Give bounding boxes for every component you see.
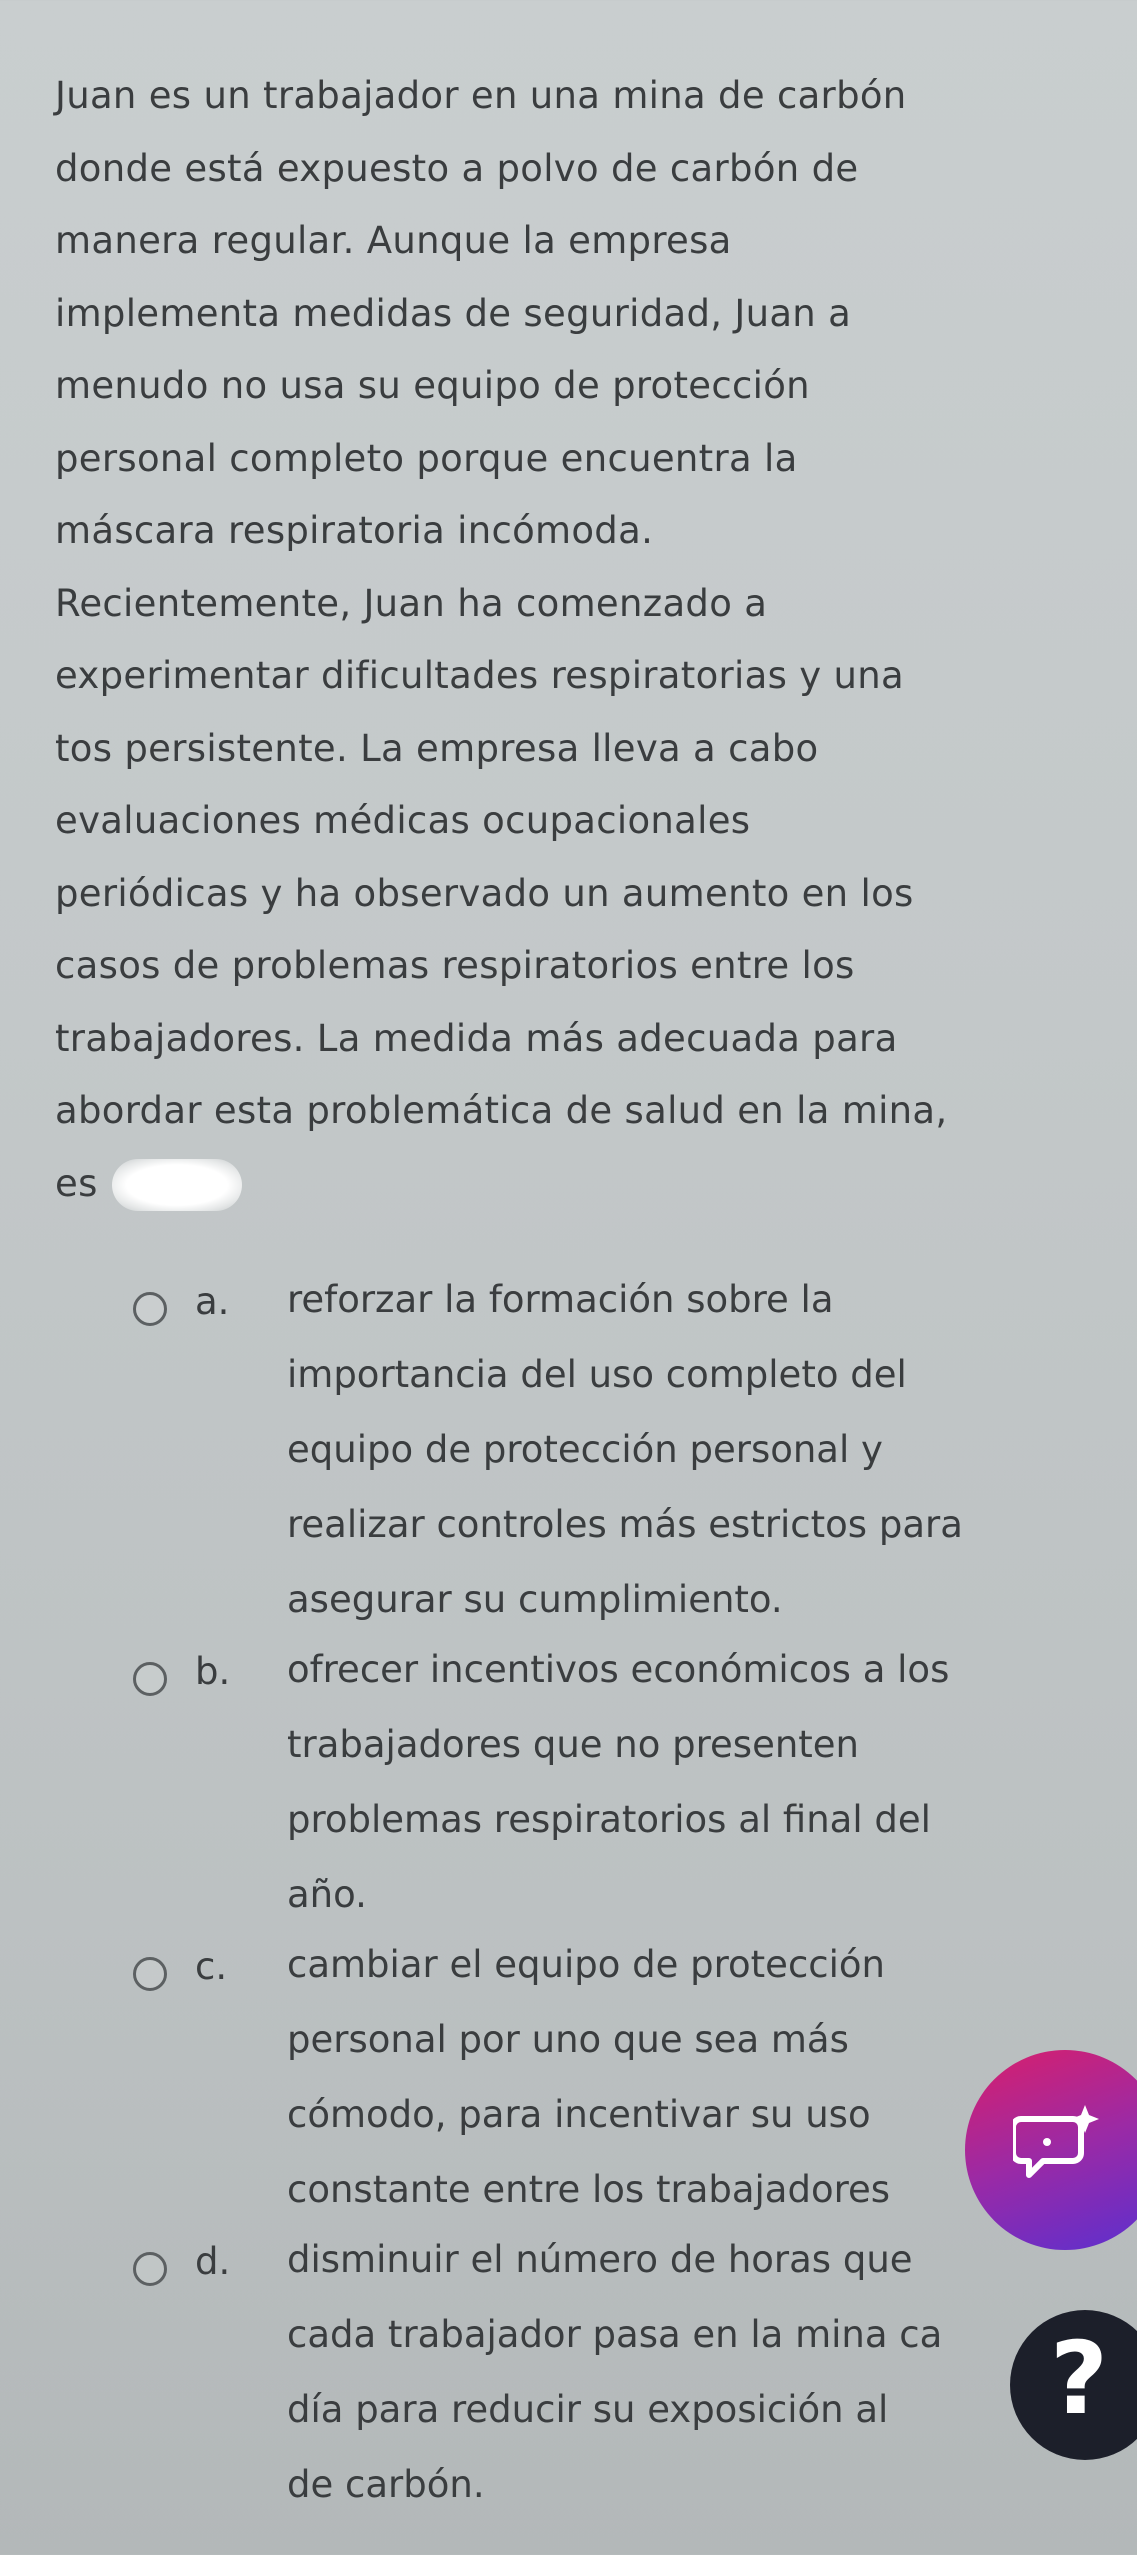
option-c-radio[interactable] [133,1957,167,1991]
stem-line: menudo no usa su equipo de protección [55,364,810,407]
stem-line: trabajadores. La medida más adecuada para [55,1016,898,1060]
question-mark-icon: ? [1050,2320,1109,2437]
stem-line: experimentar dificultades respiratorias y una [55,654,904,697]
question-stem [55,60,1035,1220]
stem-line: donde está expuesto a polvo de carbón de [55,146,859,190]
stem-line: periódicas y ha observado un aumento en los [55,871,914,915]
option-a-letter: a. [195,1280,230,1323]
option-b-text[interactable] [287,1632,949,1932]
stem-line: abordar esta problemática de salud en la mina, [55,1089,948,1132]
chat-sparkle-icon [1013,2105,1103,2190]
stem-line: Juan es un trabajador en una mina de carbón [55,74,907,117]
option-line: asegurar su cumplimiento. [287,1578,783,1621]
option-line: importancia del uso completo del [287,1353,907,1396]
option-line: realizar controles más estrictos para [287,1503,963,1546]
option-line: cambiar el equipo de protección [287,1943,885,1986]
option-line: día para reducir su exposición al [287,2388,889,2431]
stem-line: manera regular. Aunque la empresa [55,219,732,262]
option-line: año. [287,1873,367,1916]
option-line: personal por uno que sea más [287,2018,849,2061]
option-d-text[interactable] [287,2222,942,2522]
stem-line-last [55,1148,1035,1221]
option-line: trabajadores que no presenten [287,1723,860,1766]
option-b-radio[interactable] [133,1662,167,1696]
option-c-text[interactable] [287,1927,890,2227]
option-line: de carbón. [287,2463,485,2506]
hint-button[interactable] [965,2050,1137,2250]
option-b-letter: b. [195,1650,231,1693]
stem-line: tos persistente. La empresa lleva a cabo [55,726,819,770]
stem-last-word: es [55,1161,98,1205]
answer-blank [112,1159,242,1211]
stem-line: casos de problemas respiratorios entre los [55,944,855,987]
option-d-radio[interactable] [133,2252,167,2286]
option-line: constante entre los trabajadores [287,2168,891,2211]
stem-line: evaluaciones médicas ocupacionales [55,799,751,842]
stem-line: personal completo porque encuentra la [55,436,798,480]
option-line: disminuir el número de horas que [287,2238,913,2281]
stem-line: Recientemente, Juan ha comenzado a [55,581,768,625]
help-button[interactable] [1010,2310,1137,2460]
option-line: problemas respiratorios al final del [287,1798,931,1841]
stem-line: máscara respiratoria incómoda. [55,509,654,552]
option-a-text[interactable] [287,1262,963,1637]
option-line: ofrecer incentivos económicos a los [287,1648,950,1691]
option-c-letter: c. [195,1945,228,1988]
option-line: cómodo, para incentivar su uso [287,2093,871,2136]
option-line: equipo de protección personal y [287,1428,883,1471]
option-a-radio[interactable] [133,1292,167,1326]
option-line: cada trabajador pasa en la mina ca [287,2313,943,2356]
stem-line: implementa medidas de seguridad, Juan a [55,291,852,335]
option-d-letter: d. [195,2240,231,2283]
option-line: reforzar la formación sobre la [287,1278,834,1321]
